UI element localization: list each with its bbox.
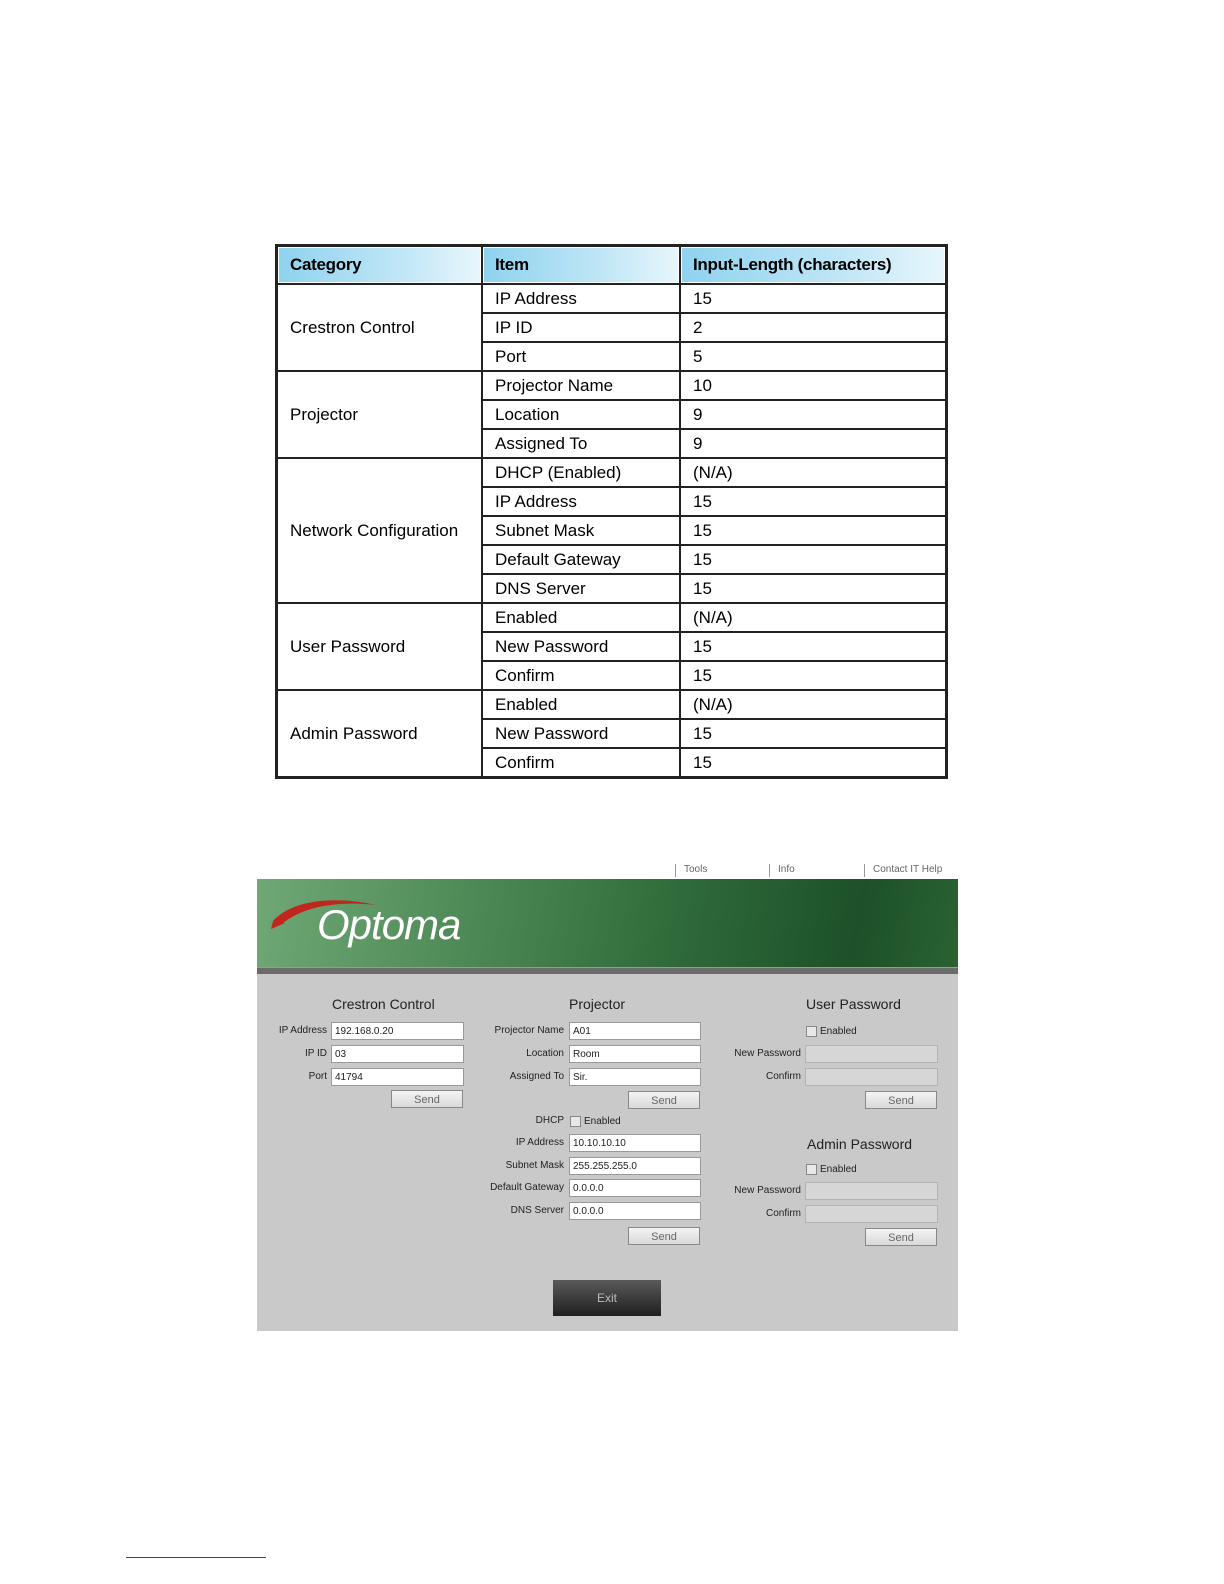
user-password-enabled-label: Enabled (820, 1026, 857, 1037)
input-length-cell: 9 (680, 429, 946, 458)
input-length-cell: 15 (680, 284, 946, 313)
user-new-password-field[interactable] (805, 1045, 938, 1063)
input-length-cell: 5 (680, 342, 946, 371)
dns-field[interactable]: 0.0.0.0 (569, 1202, 701, 1220)
item-cell: IP ID (482, 313, 680, 342)
banner-divider (257, 967, 958, 974)
admin-new-password-label: New Password (734, 1185, 801, 1196)
optoma-logo: Optoma (317, 901, 461, 948)
nav-tools-link[interactable]: Tools (675, 864, 707, 877)
item-cell: Port (482, 342, 680, 371)
admin-password-enabled-label: Enabled (820, 1164, 857, 1175)
input-length-cell: 15 (680, 545, 946, 574)
crestron-title: Crestron Control (332, 996, 435, 1012)
subnet-field[interactable]: 255.255.255.0 (569, 1157, 701, 1175)
input-length-cell: (N/A) (680, 603, 946, 632)
gateway-label: Default Gateway (490, 1182, 564, 1193)
optoma-web-ui (257, 860, 958, 1331)
input-length-table (275, 244, 948, 779)
projector-location-label: Location (526, 1048, 564, 1059)
input-length-cell: 15 (680, 516, 946, 545)
input-length-cell: 15 (680, 487, 946, 516)
dhcp-label: DHCP (535, 1115, 564, 1126)
table-row (277, 458, 946, 487)
item-cell: Location (482, 400, 680, 429)
table-row (277, 371, 946, 400)
network-send-button[interactable]: Send (628, 1227, 700, 1245)
crestron-port-label: Port (308, 1071, 327, 1082)
item-cell: New Password (482, 719, 680, 748)
admin-confirm-label: Confirm (765, 1208, 801, 1219)
top-nav (257, 860, 958, 879)
crestron-ipid-field[interactable]: 03 (331, 1045, 464, 1063)
table-header-row (277, 246, 946, 284)
admin-new-password-field[interactable] (805, 1182, 938, 1200)
item-cell: Subnet Mask (482, 516, 680, 545)
input-length-cell: 15 (680, 719, 946, 748)
admin-password-enabled-checkbox[interactable] (806, 1164, 817, 1175)
crestron-ip-field[interactable]: 192.168.0.20 (331, 1022, 464, 1040)
input-length-cell: 15 (680, 748, 946, 777)
exit-button[interactable]: Exit (553, 1280, 661, 1316)
item-cell: New Password (482, 632, 680, 661)
user-new-password-label: New Password (734, 1048, 801, 1059)
subnet-label: Subnet Mask (505, 1160, 564, 1171)
user-password-enabled-checkbox[interactable] (806, 1026, 817, 1037)
header-category: Category (277, 246, 482, 284)
item-cell: Assigned To (482, 429, 680, 458)
projector-assigned-label: Assigned To (509, 1071, 564, 1082)
gateway-field[interactable]: 0.0.0.0 (569, 1179, 701, 1197)
item-cell: Enabled (482, 690, 680, 719)
input-length-cell: 15 (680, 661, 946, 690)
item-cell: Default Gateway (482, 545, 680, 574)
nav-help-link[interactable]: Contact IT Help (864, 864, 942, 877)
table-row (277, 603, 946, 632)
item-cell: IP Address (482, 487, 680, 516)
admin-password-send-button[interactable]: Send (865, 1228, 937, 1246)
projector-name-label: Projector Name (494, 1025, 564, 1036)
projector-name-field[interactable]: A01 (569, 1022, 701, 1040)
item-cell: Confirm (482, 661, 680, 690)
table-row (277, 690, 946, 719)
header-input-length: Input-Length (characters) (680, 246, 946, 284)
projector-send-button[interactable]: Send (628, 1091, 700, 1109)
admin-password-title: Admin Password (807, 1136, 913, 1152)
projector-location-field[interactable]: Room (569, 1045, 701, 1063)
input-length-cell: 9 (680, 400, 946, 429)
item-cell: Projector Name (482, 371, 680, 400)
crestron-ip-label: IP Address (278, 1025, 327, 1036)
table-body (277, 284, 946, 777)
user-password-title: User Password (806, 996, 901, 1012)
table-row (277, 284, 946, 313)
nav-info-link[interactable]: Info (769, 864, 795, 877)
crestron-send-button[interactable]: Send (391, 1090, 463, 1108)
item-cell: Enabled (482, 603, 680, 632)
input-length-cell: 10 (680, 371, 946, 400)
user-confirm-label: Confirm (765, 1071, 801, 1082)
network-ip-field[interactable]: 10.10.10.10 (569, 1134, 701, 1152)
item-cell: IP Address (482, 284, 680, 313)
category-cell: Network Configuration (277, 458, 482, 603)
category-cell: User Password (277, 603, 482, 690)
user-password-send-button[interactable]: Send (865, 1091, 937, 1109)
dhcp-checkbox[interactable] (570, 1116, 581, 1127)
crestron-port-field[interactable]: 41794 (331, 1068, 464, 1086)
input-length-cell: (N/A) (680, 458, 946, 487)
user-confirm-field[interactable] (805, 1068, 938, 1086)
input-length-cell: (N/A) (680, 690, 946, 719)
projector-title: Projector (569, 996, 626, 1012)
admin-confirm-field[interactable] (805, 1205, 938, 1223)
input-length-cell: 2 (680, 313, 946, 342)
dhcp-enabled-label: Enabled (584, 1116, 621, 1127)
category-cell: Admin Password (277, 690, 482, 777)
footnote-rule (126, 1557, 266, 1558)
header-item: Item (482, 246, 680, 284)
item-cell: DHCP (Enabled) (482, 458, 680, 487)
input-length-cell: 15 (680, 632, 946, 661)
category-cell: Projector (277, 371, 482, 458)
item-cell: DNS Server (482, 574, 680, 603)
item-cell: Confirm (482, 748, 680, 777)
network-ip-label: IP Address (515, 1137, 564, 1148)
category-cell: Crestron Control (277, 284, 482, 371)
input-length-cell: 15 (680, 574, 946, 603)
header-banner (257, 879, 958, 967)
crestron-ipid-label: IP ID (304, 1048, 327, 1059)
dns-label: DNS Server (510, 1205, 564, 1216)
projector-assigned-field[interactable]: Sir. (569, 1068, 701, 1086)
